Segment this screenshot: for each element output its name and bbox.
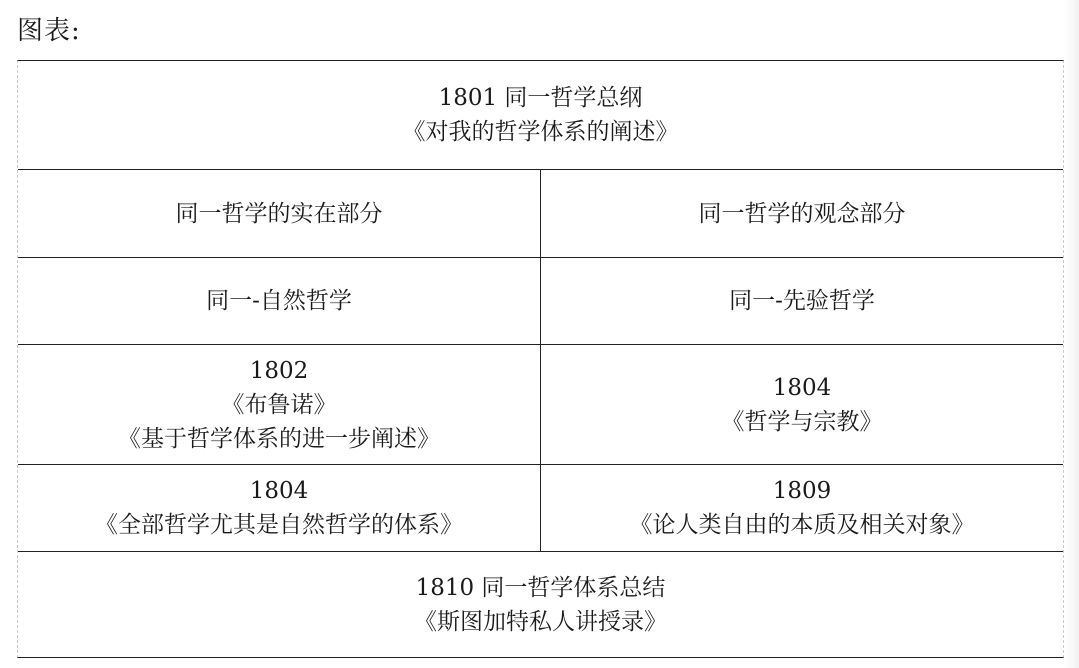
nature-philosophy-label: 同一-自然哲学 [206,288,352,314]
transcendental-philosophy-label: 同一-先验哲学 [729,288,875,314]
ideal-part-cell [541,170,1063,257]
work-title: 《布鲁诺》 [221,391,337,418]
work-1809-cell [541,465,1063,551]
work-year: 1804 [249,478,309,504]
work-year: 1804 [772,374,832,401]
philosophy-system-diagram [17,60,1064,658]
conclusion-work-title: 《斯图加特私人讲授录》 [414,608,667,635]
work-1802-cell [18,345,541,464]
transcendental-philosophy-cell [541,258,1063,344]
real-part-cell [18,170,541,257]
figure-caption: 图表: [17,16,81,46]
work-title: 《论人类自由的本质及相关对象》 [629,512,975,538]
summary-cell [18,61,1063,169]
work-year: 1802 [249,357,309,384]
work-title: 《基于哲学体系的进一步阐述》 [118,425,440,452]
works-row-1 [18,344,1063,464]
work-title: 《哲学与宗教》 [721,408,883,435]
nature-philosophy-cell [18,258,541,344]
work-1804-religion-cell [541,345,1063,464]
real-part-label: 同一哲学的实在部分 [175,200,383,227]
work-year: 1809 [772,478,832,504]
parts-row [18,169,1063,257]
page-edge-shade [1065,0,1079,668]
summary-heading: 1801 同一哲学总纲 [438,85,643,111]
ideal-part-label: 同一哲学的观念部分 [698,200,906,227]
conclusion-heading: 1810 同一哲学体系总结 [415,574,666,601]
summary-row [18,61,1063,169]
branches-row [18,257,1063,344]
summary-work-title: 《对我的哲学体系的阐述》 [402,119,679,145]
conclusion-row [18,551,1063,657]
conclusion-cell [18,552,1063,657]
works-row-2 [18,464,1063,551]
work-1804-system-cell [18,465,541,551]
work-title: 《全部哲学尤其是自然哲学的体系》 [95,512,463,538]
